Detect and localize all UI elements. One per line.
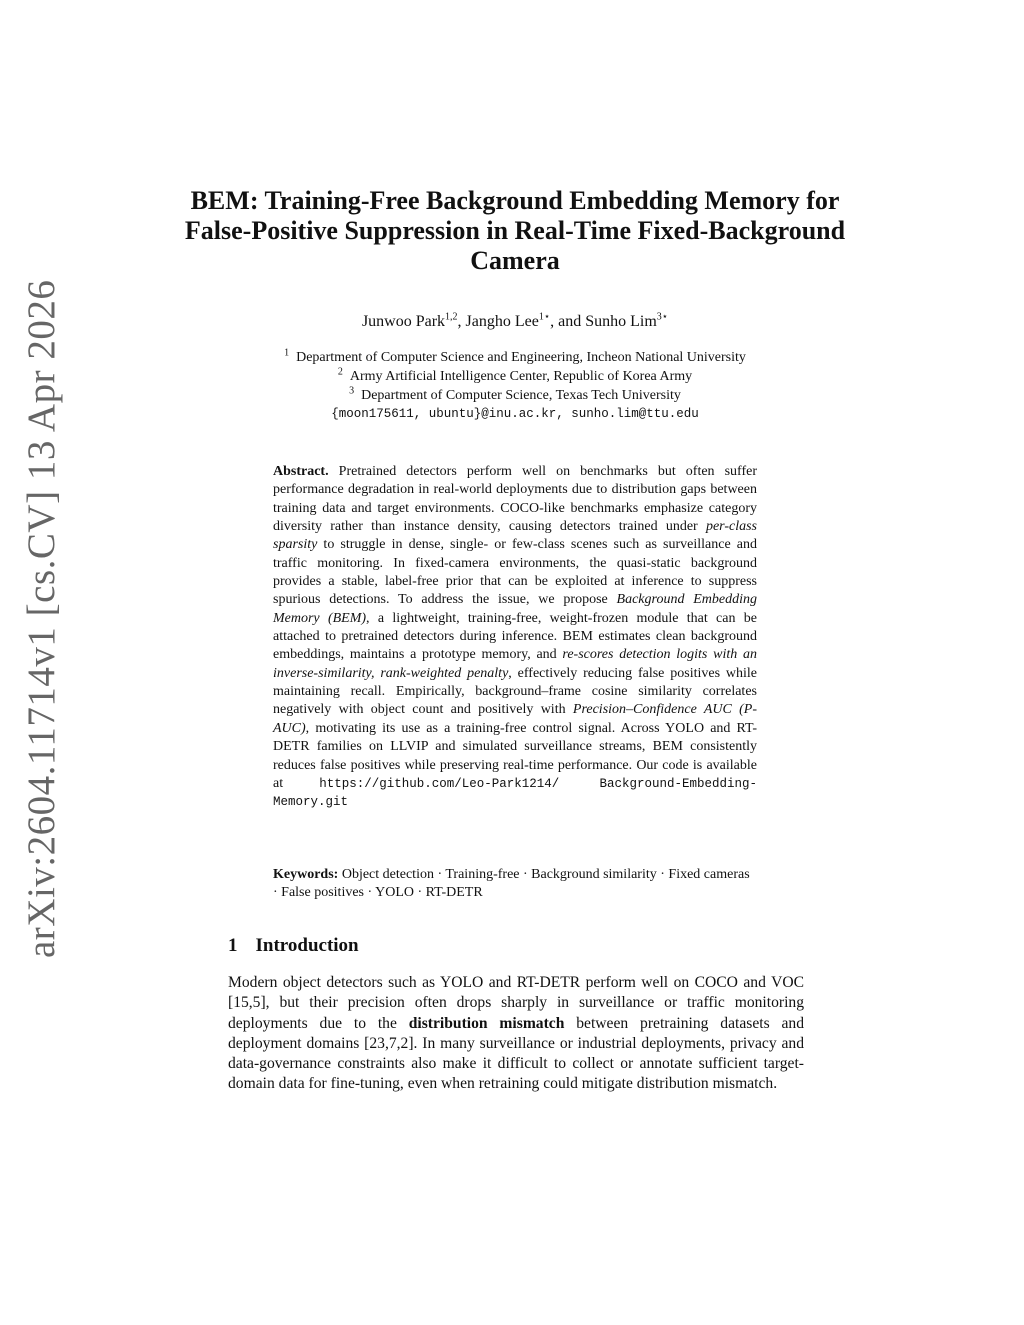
abstract-label: Abstract.	[273, 464, 329, 479]
intro-text: Modern object detectors such as YOLO and RT-DETR perform well on COCO and VOC [15,5], but their precision often drops sharply in surveillance or traffic monitoring deployments due to the	[228, 974, 804, 1032]
affiliation-line	[180, 386, 850, 405]
section-heading	[228, 934, 359, 958]
author-separator: ,	[457, 313, 466, 330]
author-affil-marker: 3⋆	[656, 311, 669, 323]
arxiv-identifier: arXiv:2604.11714v1 [cs.CV] 13 Apr 2026	[20, 279, 63, 958]
keywords	[273, 866, 757, 903]
keywords-label: Keywords:	[273, 867, 339, 882]
affiliation-line	[180, 367, 850, 386]
abstract-text: , a lightweight, training-free, weight-frozen module that can be attached to pretrained detectors during inference. BEM estimates clean background embeddings, maintains a prototype memory, and	[273, 610, 757, 663]
intro-text: between pretraining datasets and deployment domains [23,7,2]. In many surveillance or industrial deployments, privacy and data-governance constraints also make it difficult to collect or annotate sufficient target-domain data for fine-tuning, even when retraining could mitigate distribution mismatch.	[228, 1014, 804, 1093]
paper-title: BEM: Training-Free Background Embedding Memory for False-Positive Suppression in Real-Time Fixed-Background Camera	[184, 186, 846, 275]
affiliation-text: Army Artificial Intelligence Center, Republic of Korea Army	[349, 369, 693, 384]
abstract-text: Pretrained detectors perform well on benchmarks but often suffer performance degradation in real-world deployments due to distribution gaps between training data and target environments. COCO-like benchmarks emphasize category diversity rather than instance density, causing detectors trained under	[273, 464, 757, 535]
abstract-text: to struggle in dense, single- or few-class scenes such as surveillance and traffic monitoring. In fixed-camera environments, the quasi-static background provides a stable, label-free prior that can be exploited at inference to suppress spurious detections. To address the issue, we propose	[273, 537, 757, 608]
abstract-text: , motivating its use as a training-free control signal. Across YOLO and RT-DETR families on LLVIP and simulated surveillance streams, BEM consistently reduces false positives while preserving real-time performance. Our code is available at	[273, 720, 757, 791]
abstract	[273, 463, 757, 812]
abstract-emphasis: Background Embedding Memory (BEM)	[273, 592, 757, 626]
affiliation-text: Department of Computer Science, Texas Tech University	[361, 388, 681, 403]
author-list	[180, 312, 850, 332]
affiliation-line	[180, 348, 850, 367]
section-number: 1	[228, 935, 238, 956]
author-separator: , and	[550, 313, 586, 330]
section-title: Introduction	[255, 935, 359, 956]
author-emails: {moon175611, ubuntu}@inu.ac.kr, sunho.lim@ttu.edu	[331, 407, 699, 421]
abstract-emphasis: re-scores detection logits with an inverse-similarity, rank-weighted penalty	[273, 647, 757, 681]
affiliation-number: 2	[337, 366, 343, 378]
author-name: Junwoo Park	[361, 313, 446, 330]
affiliation-text: Department of Computer Science and Engineering, Incheon National University	[296, 350, 746, 365]
author-affil-marker: 1⋆	[538, 311, 551, 323]
author-affil-marker: 1,2	[445, 311, 458, 323]
author-name: Sunho Lim	[585, 313, 657, 330]
abstract-text: , effectively reducing false positives while maintaining recall. Empirically, background–frame cosine similarity correlates negatively with object count and positively with	[273, 665, 758, 718]
intro-bold-term: distribution mismatch	[408, 1014, 565, 1032]
abstract-emphasis: Precision–Confidence AUC (P-AUC)	[273, 702, 757, 736]
introduction-paragraph	[228, 973, 804, 1095]
code-repository-link[interactable]: https://github.com/Leo-Park1214/ Background-Embedding-Memory.git	[273, 776, 757, 810]
author-name: Jangho Lee	[465, 313, 539, 330]
keywords-text: Object detection · Training-free · Background similarity · Fixed cameras · False positives · YOLO · RT-DETR	[273, 867, 750, 901]
affiliation-number: 3	[349, 385, 355, 397]
affiliation-number: 1	[284, 347, 290, 359]
abstract-emphasis: per-class sparsity	[273, 519, 757, 553]
affiliations	[180, 348, 850, 424]
